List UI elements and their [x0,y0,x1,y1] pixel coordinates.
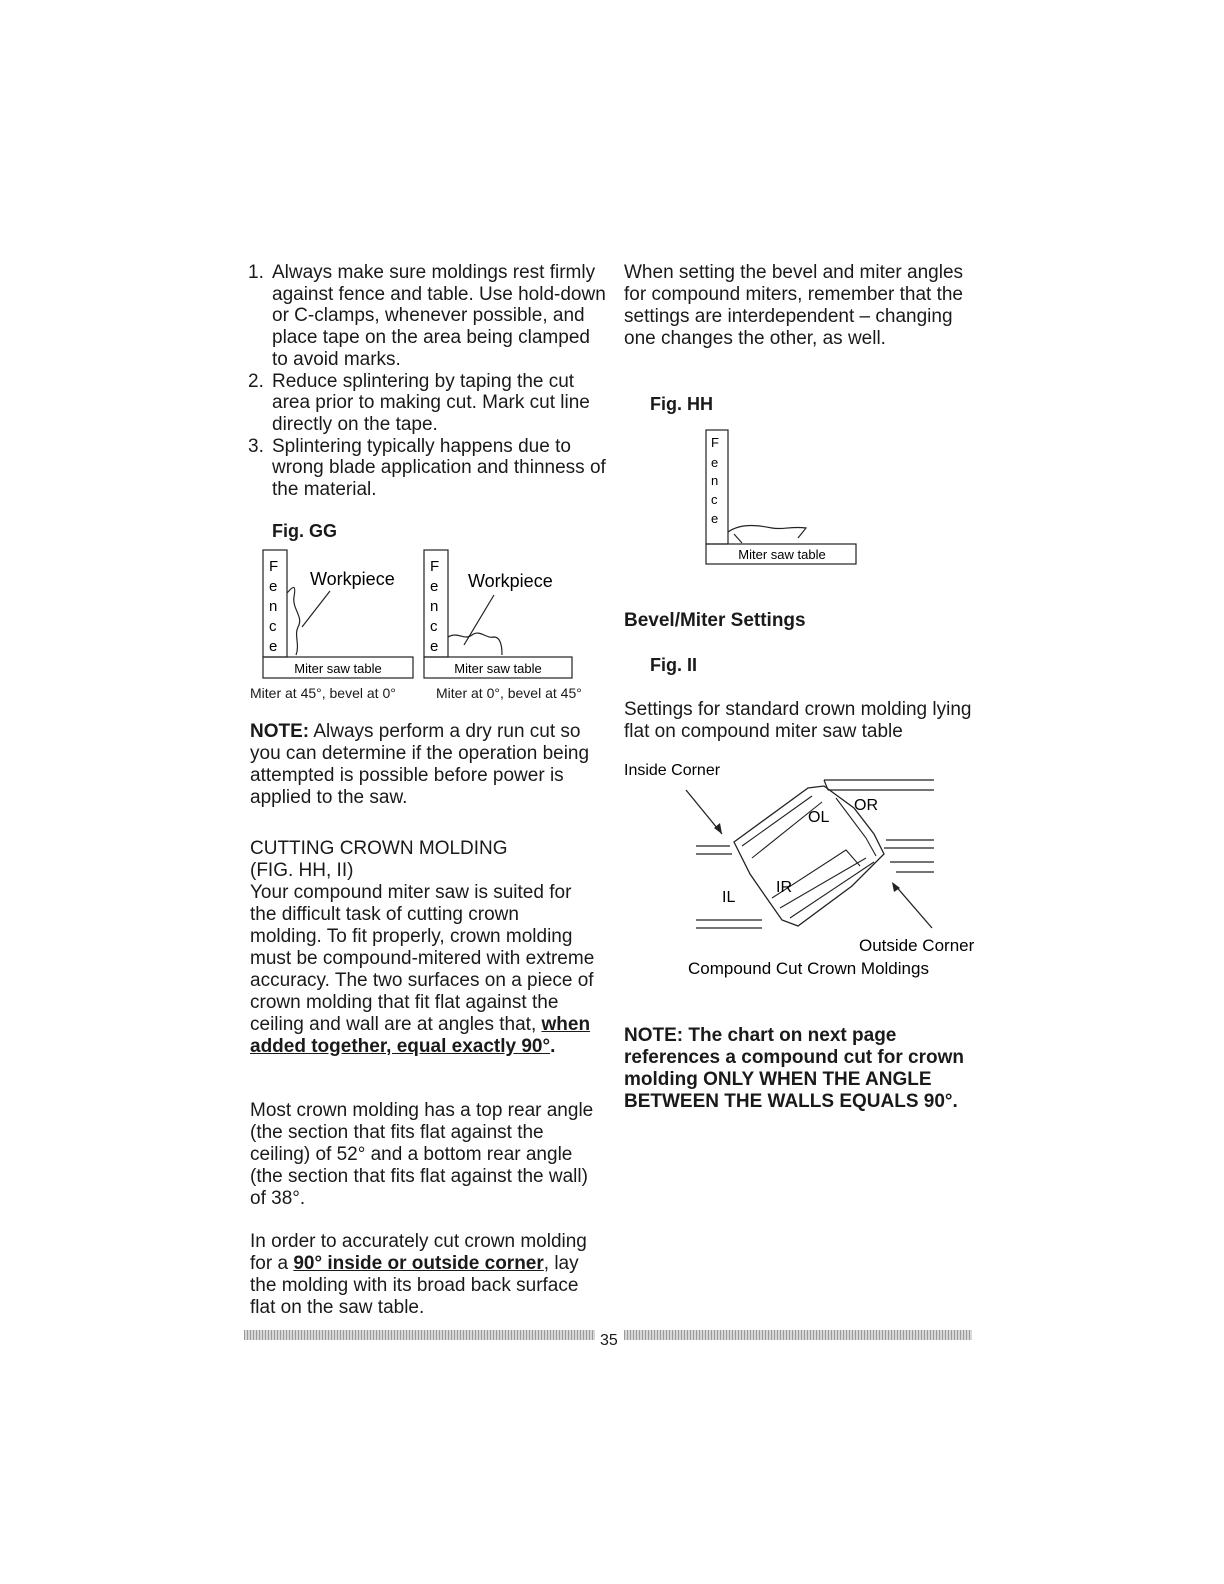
table-label-right: Miter saw table [454,661,542,676]
tips-list [248,262,608,501]
fig-ii-diagram [622,758,992,980]
fence-letter: n [269,598,278,615]
intro-paragraph: When setting the bevel and miter angles for compound miters, remember that the settings are interdependent – changing one changes the other, as well. [624,262,964,349]
fig-gg-caption-right: Miter at 0°, bevel at 45° [436,685,582,701]
outside-corner-label: Outside Corner [859,936,975,955]
fig-gg-caption-left: Miter at 45°, bevel at 0° [250,685,396,701]
fig-ii-label: Fig. II [650,655,697,675]
fence-letter: F [430,558,440,575]
workpiece-label-right: Workpiece [468,571,553,591]
fig-hh-label: Fig. HH [650,394,713,414]
workpiece-profile-right [448,633,502,655]
fence-letter: c [430,618,438,635]
table-label-left: Miter saw table [294,661,382,676]
fig-hh-diagram [702,426,862,568]
ol-label: OL [808,809,830,826]
fence-letter: e [430,578,439,595]
compound-cut-caption: Compound Cut Crown Moldings [688,959,929,978]
dry-run-note: NOTE: Always perform a dry run cut so you can determine if the operation being attempted is possible before power is applied to the saw. [250,721,590,808]
section-heading: CUTTING CROWN MOLDING (FIG. HH, II) [250,838,508,881]
ir-label: IR [776,879,792,896]
leader-line-right [464,595,494,645]
or-label: OR [854,797,878,814]
inside-corner-arrowhead [714,823,722,834]
fence-letter: c [711,492,718,507]
il-label: IL [722,889,736,906]
fence-letter: F [711,435,719,450]
fence-letter: e [269,578,278,595]
fence-letter: c [269,618,277,635]
outside-corner-leader [894,884,932,928]
workpiece-label-left: Workpiece [310,569,395,589]
footer-bar-right [624,1330,972,1340]
inside-corner-label: Inside Corner [624,762,721,779]
fence-letter: e [269,638,278,655]
fence-letter: e [430,638,439,655]
fence-letter: e [711,511,719,526]
table-label-hh: Miter saw table [738,547,826,562]
fig-gg-diagram [258,545,578,683]
fence-letter: e [711,455,719,470]
list-item: 1. Always make sure moldings rest firmly against fence and table. Use hold-down or C-clamps, whenever possible, and place tape on the area being clamped to avoid marks. [248,262,606,370]
fence-letter: n [711,473,719,488]
leader-line-left [302,591,330,627]
fig-gg-label: Fig. GG [272,521,337,541]
footer-bar-left [244,1330,595,1340]
fig-ii-description: Settings for standard crown molding lying flat on compound miter saw table [624,699,972,742]
page-number: 35 [600,1332,618,1349]
fence-letter: F [269,558,279,575]
crown-molding-paragraph: Your compound miter saw is suited for the difficult task of cutting crown molding. To fit properly, crown molding must be compound-mitered with extreme accuracy. The two surfaces on a piece of crown molding that fit flat against the ceiling and wall are at angles that, when added together, equal exactly 90°. [250,882,595,1057]
workpiece-profile-left [287,587,300,655]
fence-letter: n [430,598,439,615]
angle-paragraph: Most crown molding has a top rear angle (the section that fits flat against the ceiling) of 52° and a bottom rear angle (the section that fits flat against the wall) of 38°. [250,1100,594,1209]
list-item: 3. Splintering typically happens due to wrong blade application and thinness of the material. [248,435,606,501]
bevel-miter-title: Bevel/Miter Settings [624,610,806,631]
note-label: NOTE: [250,721,310,742]
corner-paragraph: In order to accurately cut crown molding for a 90° inside or outside corner, lay the molding with its broad back surface flat on the saw table. [250,1231,587,1318]
chart-note: NOTE: The chart on next page references a compound cut for crown molding ONLY WHEN THE ANGLE BETWEEN THE WALLS EQUALS 90°. [624,1025,964,1112]
list-item: 2. Reduce splintering by taping the cut area prior to making cut. Mark cut line directly on the tape. [248,370,590,435]
molding-profile-hh [728,526,806,544]
